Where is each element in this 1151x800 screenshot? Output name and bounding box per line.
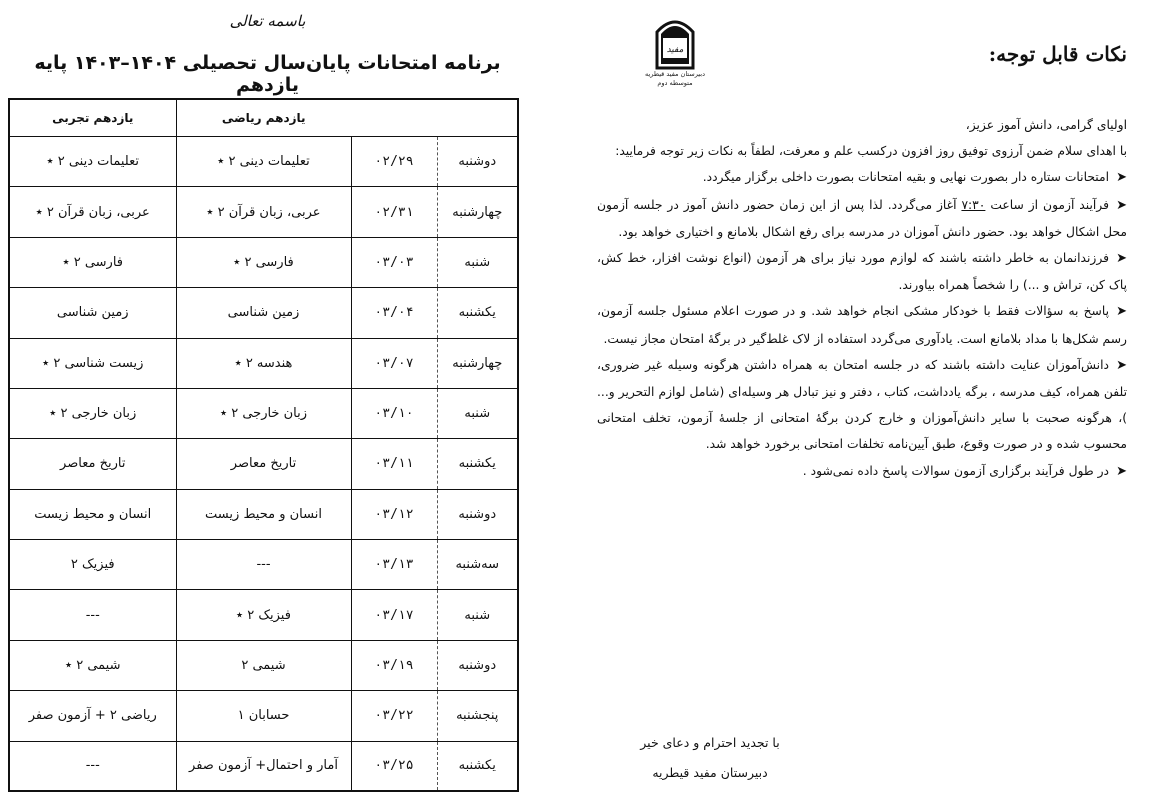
exam-schedule-table xyxy=(8,98,519,792)
row-date: ۰۳/۰۷ xyxy=(351,338,437,388)
row-day: شنبه xyxy=(437,388,517,438)
table-row xyxy=(10,187,517,237)
row-date: ۰۳/۲۵ xyxy=(351,741,437,790)
row-math-exam: تعلیمات دینی ۲ ٭ xyxy=(176,137,351,187)
row-day: چهارشنبه xyxy=(437,187,517,237)
row-experimental-exam: ریاضی ۲ + آزمون صفر xyxy=(10,691,176,741)
notice-item-4 xyxy=(597,298,1127,351)
signature-block xyxy=(560,728,860,788)
table-row xyxy=(10,338,517,388)
row-date: ۰۲/۲۹ xyxy=(351,137,437,187)
row-experimental-exam: زیست شناسی ۲ ٭ xyxy=(10,338,176,388)
row-date: ۰۳/۰۳ xyxy=(351,237,437,287)
school-emblem-icon xyxy=(653,14,697,70)
row-math-exam: تاریخ معاصر xyxy=(176,439,351,489)
notice-item-6-text: در طول فرآیند برگزاری آزمون سوالات پاسخ داده نمی‌شود . xyxy=(802,463,1109,478)
row-day: دوشنبه xyxy=(437,137,517,187)
row-day: سه‌شنبه xyxy=(437,540,517,590)
notice-item-2 xyxy=(597,192,1127,245)
table-row xyxy=(10,540,517,590)
arrow-bullet-icon: ➤ xyxy=(1116,251,1127,267)
notice-item-5 xyxy=(597,352,1127,458)
row-experimental-exam: شیمی ۲ ٭ xyxy=(10,640,176,690)
row-experimental-exam: انسان و محیط زیست xyxy=(10,489,176,539)
row-date: ۰۳/۱۷ xyxy=(351,590,437,640)
intro-paragraph: با اهدای سلام ضمن آرزوی توفیق روز افزون درکسب علم و معرفت، لطفاً به نکات زیر توجه فرمایید: xyxy=(615,144,1127,159)
table-row xyxy=(10,237,517,287)
row-math-exam: زمین شناسی xyxy=(176,288,351,338)
exam-start-time: ۷:۳۰ xyxy=(961,197,986,212)
table-row xyxy=(10,489,517,539)
arrow-bullet-icon: ➤ xyxy=(1116,357,1127,373)
table-header-row xyxy=(10,100,517,137)
notices-title: نکات قابل توجه: xyxy=(988,42,1127,66)
notice-item-4-text: پاسخ به سؤالات فقط با خودکار مشکی انجام خواهد شد. و در صورت اعلام مسئول جلسه آزمون، رسم شکل‌ها با مداد بلامانع است. یادآوری می‌گردد استفاده از لاک غلط‌گیر در برگهٔ امتحان مجاز نیست. xyxy=(597,304,1127,346)
table-row xyxy=(10,137,517,187)
table-row xyxy=(10,439,517,489)
notice-item-3 xyxy=(597,245,1127,298)
school-signature: دبیرستان مفید قیطریه xyxy=(652,765,768,780)
row-day: چهارشنبه xyxy=(437,338,517,388)
row-math-exam: انسان و محیط زیست xyxy=(176,489,351,539)
row-day: دوشنبه xyxy=(437,489,517,539)
row-math-exam: هندسه ۲ ٭ xyxy=(176,338,351,388)
arrow-bullet-icon: ➤ xyxy=(1116,304,1127,320)
notice-item-3-text: فرزندانمان به خاطر داشته باشند که لوازم مورد نیاز برای هر آزمون (انواع نوشت افزار، خط کش، پاک کن، تراش و ...) را شخصاً همراه بیاورند. xyxy=(597,251,1127,293)
table-row xyxy=(10,691,517,741)
schedule-title: برنامه امتحانات پایان‌سال تحصیلی ۱۴۰۴–۱۴۰۳ پایه یازدهم xyxy=(34,52,501,96)
arrow-bullet-icon: ➤ xyxy=(1116,170,1127,186)
row-math-exam: زبان خارجی ۲ ٭ xyxy=(176,388,351,438)
row-math-exam: فیزیک ۲ ٭ xyxy=(176,590,351,640)
row-date: ۰۳/۱۲ xyxy=(351,489,437,539)
logo-caption-2: متوسطه دوم xyxy=(657,79,693,87)
header-date xyxy=(351,100,437,137)
row-date: ۰۳/۱۰ xyxy=(351,388,437,438)
school-logo xyxy=(645,14,705,88)
row-experimental-exam: --- xyxy=(85,758,100,774)
row-day: پنجشنبه xyxy=(437,691,517,741)
table-row xyxy=(10,590,517,640)
row-day: دوشنبه xyxy=(437,640,517,690)
header-math: یازدهم ریاضی xyxy=(176,100,351,137)
row-experimental-exam: عربی، زبان قرآن ۲ ٭ xyxy=(10,187,176,237)
row-experimental-exam: زمین شناسی xyxy=(10,288,176,338)
row-day: شنبه xyxy=(437,237,517,287)
row-day: یکشنبه xyxy=(437,741,517,790)
notice-item-1 xyxy=(597,164,1127,191)
row-date: ۰۲/۳۱ xyxy=(351,187,437,237)
row-date: ۰۳/۱۹ xyxy=(351,640,437,690)
table-row xyxy=(10,288,517,338)
logo-mark: مفید xyxy=(666,45,684,55)
row-date: ۰۳/۱۳ xyxy=(351,540,437,590)
row-math-exam: --- xyxy=(176,540,351,590)
schedule-panel xyxy=(0,0,535,800)
arrow-bullet-icon: ➤ xyxy=(1116,197,1127,213)
row-date: ۰۳/۲۲ xyxy=(351,691,437,741)
row-day: یکشنبه xyxy=(437,439,517,489)
row-math-exam: حسابان ۱ xyxy=(176,691,351,741)
row-experimental-exam: فیزیک ۲ xyxy=(10,540,176,590)
bismillah-heading: باسمه تعالی xyxy=(229,12,306,30)
closing-line: با تجدید احترام و دعای خیر xyxy=(640,735,780,750)
notices-body xyxy=(597,112,1127,485)
row-experimental-exam: زبان خارجی ۲ ٭ xyxy=(10,388,176,438)
row-experimental-exam: تعلیمات دینی ۲ ٭ xyxy=(10,137,176,187)
row-day: شنبه xyxy=(437,590,517,640)
row-math-exam: آمار و احتمال+ آزمون صفر xyxy=(176,741,351,790)
notice-item-6 xyxy=(597,458,1127,485)
header-experimental: یازدهم تجربی xyxy=(10,100,176,137)
notice-item-2-before: فرآیند آزمون از ساعت xyxy=(990,197,1109,212)
greeting: اولیای گرامی، دانش آموز عزیز، xyxy=(965,118,1127,132)
arrow-bullet-icon: ➤ xyxy=(1116,463,1127,479)
row-experimental-exam: --- xyxy=(10,590,176,640)
row-date: ۰۳/۰۴ xyxy=(351,288,437,338)
logo-caption-1: دبیرستان مفید قیطریه xyxy=(645,70,705,78)
row-experimental-exam: تاریخ معاصر xyxy=(10,439,176,489)
row-math-exam: شیمی ۲ xyxy=(176,640,351,690)
row-day: یکشنبه xyxy=(437,288,517,338)
notice-item-5-text: دانش‌آموزان عنایت داشته باشند که در جلسه امتحان به همراه داشتن هرگونه وسیله غیر ضروری، تلفن همراه، کیف مدرسه ، برگه یادداشت، کتاب ، دفتر و نیز تبادل هر وسیله‌ای (شامل لوازم التحریر و... )، هرگونه صحبت با سایر دانش‌آموزان و خارج کردن برگهٔ امتحانی از جلسهٔ آزمون، تخلف امتحانی محسوب شده و در صورت وقوع، طبق آیین‌نامه تخلفات امتحانی برخورد خواهد شد. xyxy=(597,357,1127,452)
row-date: ۰۳/۱۱ xyxy=(351,439,437,489)
row-experimental-exam: فارسی ۲ ٭ xyxy=(10,237,176,287)
table-row xyxy=(10,741,517,790)
notices-panel xyxy=(560,0,1151,800)
table-row xyxy=(10,388,517,438)
table-row xyxy=(10,640,517,690)
notice-item-2-after: آغاز می‌گردد. لذا پس از این زمان حضور دانش آموز در جلسه آزمون محل اشکال خواهد بود. حضور دانش آموزان در مدرسه برای رفع اشکال بلامانع و اختیاری خواهد بود. xyxy=(597,197,1127,239)
notice-item-1-text: امتحانات ستاره دار بصورت نهایی و بقیه امتحانات بصورت داخلی برگزار میگردد. xyxy=(702,170,1109,185)
row-math-exam: عربی، زبان قرآن ۲ ٭ xyxy=(176,187,351,237)
row-math-exam: فارسی ۲ ٭ xyxy=(176,237,351,287)
header-day xyxy=(437,100,517,137)
